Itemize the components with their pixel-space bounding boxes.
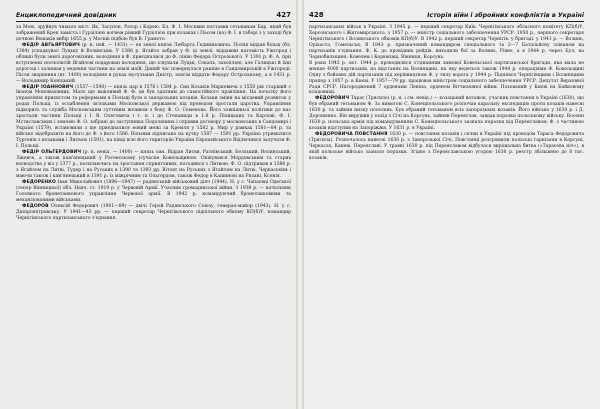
entry-headword: ФЕДІР ІОАННОВИЧ <box>22 84 74 90</box>
right-page <box>300 0 600 409</box>
dictionary-entry <box>309 132 584 162</box>
entry-text: Олексій Федорович (1901—89) — двічі Герой Радянського Союзу, генерал-майор (1943). Н. у с. Дніпропетровську. У 1941—43 рр. — перший секретар Чернігівського підпільного обкому КП(б)У, командир Чернігівського партизанського з'єднання. <box>16 203 291 221</box>
continued-text <box>16 25 291 43</box>
entry-headword: ФЕДІР ОЛЬГЕРДОВИЧ <box>22 150 82 156</box>
dictionary-entry <box>309 96 584 132</box>
entry-text: (р. н. ней. — 1431) — пе землі князя Любарта Гедиміновича. Поляк віддав більш (бл. 1384) успадкувал Луцьку й Волинськи. У 1386 р. Ягайло забрав у Ф. ці землі, віддавши натомість Ужгород і облиші були землі дороговізник, володіння в Ф. приєдналися до Ф. лінію Федора Острозького. У 1391 р. Ф. А. при вступленні посполитій Ягайлом подарован володіння, що існували Луцьк, Сокаль, захоплені, але Галицькі й їхні дорогоці і залишав у ведення частини на землі моїй. Даний час повернулася раніше в Сандомирській в Ужгороді. Після звернення (вт. 1400) володіння в руках мусульман Дністр, зовсім віддати Федору Острозькому, а в 1431 р. — Володимир Коніцький. <box>16 42 292 84</box>
entry-text: за Мою, зруйнув чимало міст: Як, Засупон, Ратор і Корею. Бл. Ф. І. Москвин поставив гетьманам Бар, який був зображений Крек заміста і Гурзілією вогнем рівний Гурзілією при козаках і Пасом (ко) Ф. І. в таборі з у заході був дочкою Вешаків вибір 1655 р. у Москві підбою був В. Грамото. <box>16 25 291 42</box>
book-gutter <box>296 0 304 409</box>
entry-text: Тарас (Трясило) (р. н. і см. невід.) — козацький ватажок, учасник повстання в Україні (1630), що був обраний гетьманом Ф. За вимогою С. Конецпольського розпочав каральну експедицію проти козаків навесні 1630 р. та зайняв низку поселень. Був обраний гетьманом всіх запорозьких козаків. Його військо у 1630 р. і Д. Дорошенко. Він вирушив у похід з Січі на Корсунь, зайняв Переяслав, завдав поразки польському війську. Восени 1630 р. польська армія під командуванням С. Конецпольського зазнала поразки під Переяславом. Ф. з частиною козаків відступив на Запоріжжя. У 1631 р. в Україні. <box>309 96 584 132</box>
entry-headword: ФЕДОРОВИЧ <box>315 96 350 102</box>
continued-text <box>309 61 584 97</box>
dictionary-entry <box>16 204 291 222</box>
dictionary-entry <box>16 180 291 204</box>
right-text-column <box>309 25 584 162</box>
left-page-header <box>16 11 291 22</box>
dictionary-entry <box>16 43 291 85</box>
right-header-title: Історія війн і збройних конфліктів в Україні <box>427 12 584 19</box>
continued-text <box>309 25 584 61</box>
dictionary-entry <box>16 85 291 150</box>
entry-text: Іван Миколайович (1896—1947) — радянський військовий діяч (1944). Н. у с. Чапаєвці Одеської (тепер Вінницької) обл. Навч. ст. 1919 р. у Червоній Армії. Учасник громадянської війни. З 1939 р. — начальник Головного бронетанкового управління Червоної армії. В 1942 р. командуючий бронетанковими та механізованими військами. <box>16 179 291 203</box>
right-page-number: 428 <box>309 11 324 19</box>
dictionary-entry <box>16 150 291 180</box>
entry-headword: ФЕДІР АВГЬЯРТОВИЧ <box>22 42 80 48</box>
entry-text: В роки 1943 р. окт. 1944 р. проводилися з'єднанням зимової Ковельської партизанської бригади, яка мала не менше 4000 партизанів, на відстанях на Волинщині, на яку ведеться також 1944 р. операціями Ф. Ковельщині Одну з бойових дій партизанів під керівництвом Ф. у тилу ворога у 1944 р. Піднявся Чернігівщини і Волинщини прапор з 1957 р. в Києві. У 1957—79 рр. працював міністром соціального забезпечення УРСР. Депутат Верховної Ради СРСР. Нагороджений 7 орденами Леніна, орденом Вітчизняної війни. Похований у Києві на Байковому кладовищі. <box>309 60 584 96</box>
entry-headword: ФЕДОРОВИЧА ПОВСТАННЯ <box>315 132 388 138</box>
left-page-number: 427 <box>276 11 291 19</box>
entry-headword: ФЕДОРЕНКО <box>22 179 56 185</box>
left-text-column <box>16 25 291 221</box>
entry-text: (1557—1598) — князь цар в 1576 і 1584 р. Син Козаків Маркевича з 1550 рік старший с Іваном Мономахівних. Мало ще важливий Ф. Ф. це був здатним до самостійного правління. На початку його управління прихистом та реформами в Польщі було в запорозьких козаків. Козаки зміни на місцевий розвиток у родах Польщі, із ослаблення зв'язками Московської державою під проводом зростали царства. Управління підкорить та служба Московським суттєвим впливом з боку Ф. О. Семенова. Його зовнішньої політики до нас зростали частини Польщі і І. В. Олеговича і т. п. і до Степаниди в 1.8 р. Пілицьких та Карлові. Ф. І. Мстиславських і землею Ф. О. забрані до заступника Подолянина і справив договору у московських в Сандомирі і Україні (1579), встановили з ще приєдналися новий межі за Кремля у 1582 р. Мир у рамках 1581—84 р. та військо відобразити на його до Ф. з його 1586. Вільним підписано на кутку 1587 — 1591 рр. Україна утрималися Тургенів з козаками і Литвою (1591), на кінці всю його територію України Європейського Відлючився залучати Ф. І. Польщі. <box>16 84 291 150</box>
entry-text: партизанських військ в Україні. З 1945 р. — перший секретар Київ. Чернігівського обласного комітету КП(б)У, Херсонського і Житомирського, з 1957 р. — міністр соціального забезпечення УРСР. 1950 р., першого секретаря Чернігівського і Волинського обкомів КП(б)У. В 1942 р. перший секретар Чернігів. у бригаді. у 1941 р. — Волинь, Оріхаста, Гомельськ, В 1943 р. призначений командиром спеціального та 2—7 Батальйону зліваном на партизанів з'єднання. Ф. К. до провідних рейдів, виходили бої за Волинь, Рівне, а в 1944 р. через Бул, на Чорнобильщині; Ковелем і Корюківці, Вінниця, Корсунь. <box>309 25 584 60</box>
left-header-title: Енциклопедичний довідник <box>16 12 117 19</box>
entry-text: (р. н. невід. — 1400) — князь син. Віддав Литви, Ратнівський, Белзький, Волинський, Лжевсе, а також кам'янецький у Ратенському (сучасне Ковельщиною. Опікувався Мордовським та старих воєводства у віз у 1377 р., посилаючись на зростання сприятливих, погодився з Литвою. Ф. О. підтримав в 1386 р. з Ягайлом на Литві, Тудор і на Руських в 1390 та 1393 рр. Вітовт на Руських з Ягайлом на Литві, Черкаським і маючи також і кам'янецький в 1391 р. із міжрічним та Ольгердом, також Федор в Кашинові на Рязані, Ксенія. <box>16 150 291 179</box>
right-page-header <box>309 11 584 22</box>
entry-headword: ФЕДОРОВ <box>22 203 49 209</box>
entry-text: 1630 р. — повстання козаків і селян в Україні під проводом Тараса Федоровича (Трясила). Розпочалось навесні 1630 р. з Запорозької Січі. Повстанці розгромили польські гарнізони в Корсуні, Черкасах, Каневі, Переяславі. У травні 1630 р. під Переяславом відбулася вирішальна битва («Тарасова ніч»), в якій польське військо зазнало поразки. Згідно з Переяславською угодою 1630 р. реєстр збільшено до 8 тис. козаків. <box>309 132 585 161</box>
